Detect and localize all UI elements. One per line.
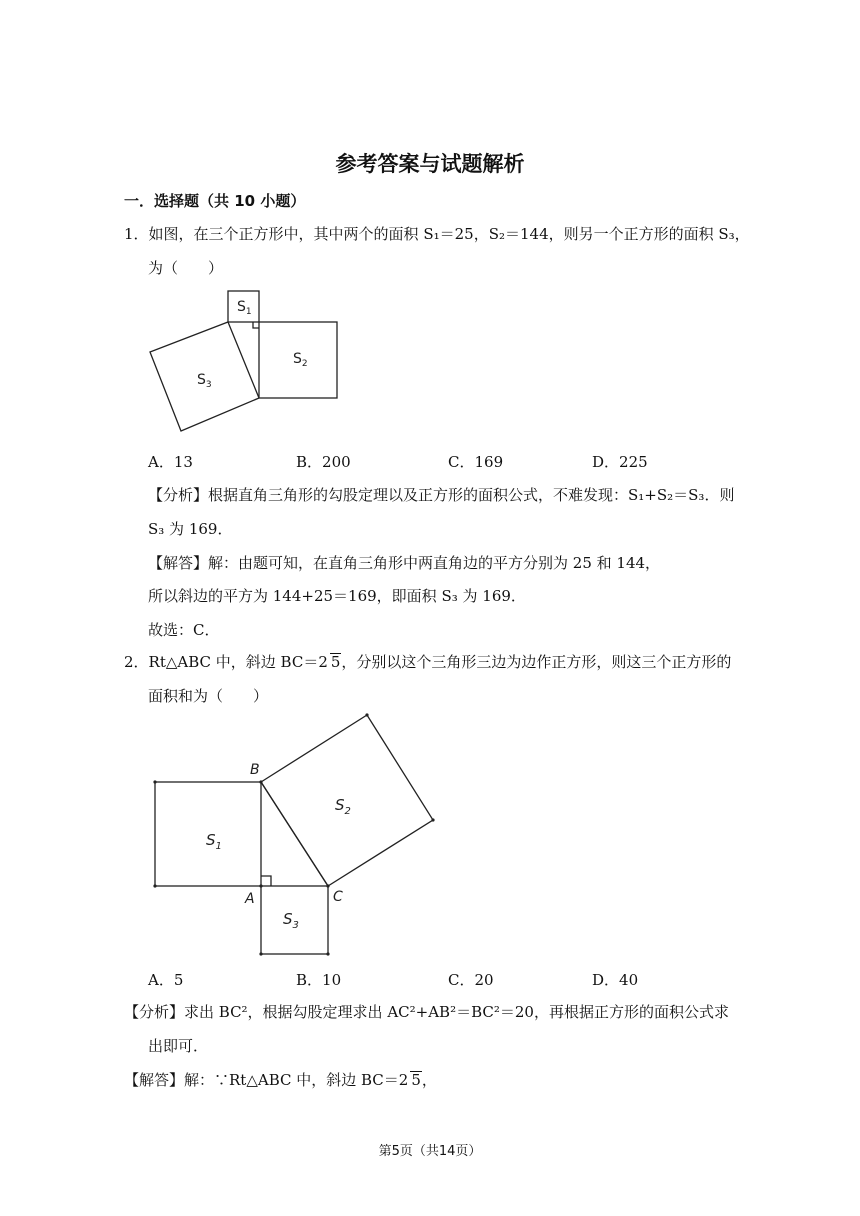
q2-option-a: A．5 [148, 971, 184, 989]
q2-stem-line1: 2．Rt△ABC 中，斜边 BC＝2 5，分别以这个三角形三边为边作正方形，则这三个正方形的 [124, 653, 732, 671]
q2-label-a: A [245, 891, 255, 907]
q2-option-d: D．40 [592, 971, 639, 989]
q1-label-s2: $S_2$ [293, 351, 308, 369]
q1-right-angle-mark [253, 322, 259, 328]
q1-analysis-line1: 【分析】根据直角三角形的勾股定理以及正方形的面积公式，不难发现：S₁+S₂＝S₃．则 [148, 486, 735, 504]
q1-option-d: D．225 [592, 453, 648, 471]
q2-figure [140, 706, 450, 964]
q2-analysis-line2: 出即可． [148, 1037, 209, 1055]
q2-sqrt: 5 [330, 653, 341, 671]
q2-analysis-line1: 【分析】求出 BC²，根据勾股定理求出 AC²+AB²＝BC²＝20，再根据正方形的面积公式求 [124, 1003, 729, 1021]
q2-label-c: C [333, 889, 343, 905]
q2-answer-sqrt: 5 [411, 1071, 421, 1089]
page-title: 参考答案与试题解析 [335, 152, 525, 176]
q1-answer-line1: 【解答】解：由题可知，在直角三角形中两直角边的平方分别为 25 和 144， [148, 554, 661, 572]
q2-label-s3: $S_3$ [283, 910, 299, 931]
q2-label-b: B [250, 762, 260, 778]
q1-stem-line2: 为（ ） [148, 259, 224, 277]
q1-figure [140, 286, 350, 438]
q2-right-angle-mark [261, 876, 271, 886]
q1-stem-line1: 1．如图，在三个正方形中，其中两个的面积 S₁＝25，S₂＝144，则另一个正方形的面积 S₃， [124, 225, 750, 243]
q1-answer-line2: 所以斜边的平方为 144+25＝169，即面积 S₃ 为 169． [148, 587, 526, 605]
q2-label-s1: $S_1$ [206, 831, 222, 852]
q2-square-s2 [261, 715, 433, 886]
q1-option-a: A．13 [148, 453, 193, 471]
q1-label-s1: $S_1$ [237, 299, 252, 317]
q2-hypotenuse [261, 782, 328, 886]
q2-answer-line1: 【解答】解：∵Rt△ABC 中，斜边 BC＝2 5， [124, 1071, 437, 1089]
q1-option-b: B．200 [296, 453, 351, 471]
q2-option-c: C．20 [448, 971, 494, 989]
q1-choice: 故选：C． [148, 621, 220, 639]
q1-label-s3: $S_3$ [197, 372, 212, 390]
q1-analysis-line2: S₃ 为 169． [148, 520, 233, 538]
q1-option-c: C．169 [448, 453, 504, 471]
q2-label-s2: $S_2$ [335, 796, 351, 817]
q2-stem-line2: 面积和为（ ） [148, 687, 269, 705]
q2-option-b: B．10 [296, 971, 342, 989]
section-heading: 一．选择题（共 10 小题） [124, 192, 306, 210]
page-footer: 第5页（共14页） [378, 1144, 482, 1159]
